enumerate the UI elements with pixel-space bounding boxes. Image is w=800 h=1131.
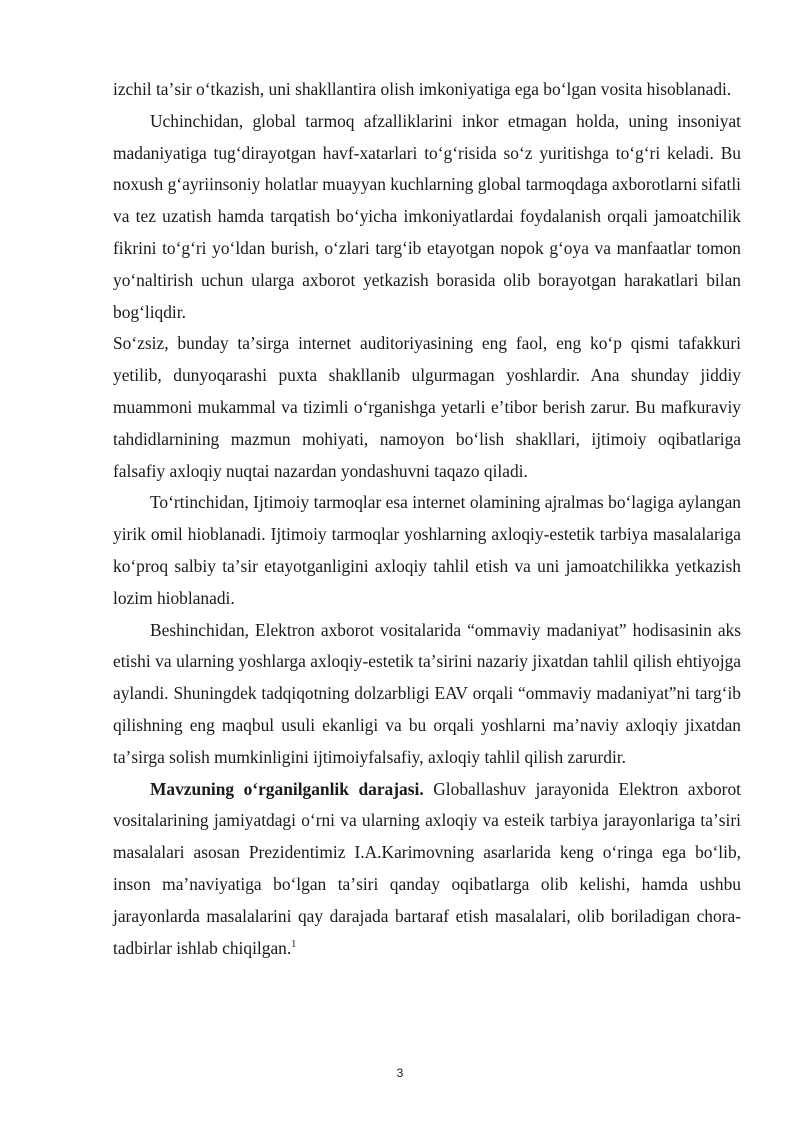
paragraph-third-point: Uchinchidan, global tarmoq afzalliklarini inkor etmagan holda, uning insoniyat madaniyatiga tugʻdirayotgan havf-xatarlari toʻgʻrisida soʻz yuritishga toʻgʻri keladi. Bu noxush gʻayriinsoniy holatlar muayyan kuchlarning global tarmoqdaga axborotlarni sifatli va tez uzatish hamda tarqatish boʻyicha imkoniyatlardai foydalanish orqali jamoatchilik fikrini toʻgʻri yoʻldan burish, oʻzlari targʻib etayotgan nopok gʻoya va manfaatlar tomon yoʻnaltirish uchun ularga axborot yetkazish borasida olib borayotgan harakatlari bilan bogʻliqdir. bbox=[113, 110, 741, 322]
document-body bbox=[113, 74, 741, 964]
paragraph-continuation: izchil taʼsir oʻtkazish, uni shakllantira olish imkoniyatiga ega boʻlgan vosita hisoblanadi. bbox=[113, 79, 732, 99]
study-level-text: Globallashuv jarayonida Elektron axborot vositalarining jamiyatdagi oʻrni va ularning axloqiy va esteik tarbiya jarayonlariga taʼsiri masalalari asosan Prezidentimiz I.A.Karimovning asarlarida keng oʻringa ega boʻlib, inson maʼnaviyatiga boʻlgan taʼsiri qanday oqibatlarga olib kelishi, hamda ushbu jarayonlarda masalalarini qay darajada bartaraf etish masalalari, olib boriladigan chora-tadbirlar ishlab chiqilgan. bbox=[113, 778, 741, 958]
paragraph-youth-influence: Soʻzsiz, bunday taʼsirga internet auditoriyasining eng faol, eng koʻp qismi tafakkuri yetilib, dunyoqarashi puxta shakllanib ulgurmagan yoshlardir. Ana shunday jiddiy muammoni mukammal va tizimli oʻrganishga yetarli eʼtibor berish zarur. Bu mafkuraviy tahdidlarnining mazmun mohiyati, namoyon boʻlish shakllari, ijtimoiy oqibatlariga falsafiy axloqiy nuqtai nazardan yondashuvni taqazo qiladi. bbox=[113, 333, 741, 481]
page-number: 3 bbox=[396, 1066, 404, 1080]
paragraph-study-level bbox=[113, 774, 741, 965]
paragraph-fourth-point: Toʻrtinchidan, Ijtimoiy tarmoqlar esa internet olamining ajralmas boʻlagiga aylangan yirik omil hioblanadi. Ijtimoiy tarmoqlar yoshlarning axloqiy-estetik tarbiya masalalariga koʻproq salbiy taʼsir etayotganligini axloqiy tahlil etish va uni jamoatchilikka yetkazish lozim hioblanadi. bbox=[113, 492, 741, 608]
section-heading-study-level: Mavzuning oʻrganilganlik darajasi. bbox=[150, 778, 424, 799]
footnote-reference[interactable]: 1 bbox=[291, 938, 297, 950]
paragraph-fifth-point: Beshinchidan, Elektron axborot vositalarida “ommaviy madaniyat” hodisasinin aks etishi va ularning yoshlarga axloqiy-estetik taʼsirini nazariy jixatdan tahlil qilish ehtiyojga aylandi. Shuningdek tadqiqotning dolzarbligi EAV orqali “ommaviy madaniyat”ni targʻib qilishning eng maqbul usuli ekanligi va bu orqali yoshlarni maʼnaviy axloqiy jixatdan taʼsirga solish mumkinligini ijtimoiyfalsafiy, axloqiy tahlil qilish zarurdir. bbox=[113, 619, 741, 767]
